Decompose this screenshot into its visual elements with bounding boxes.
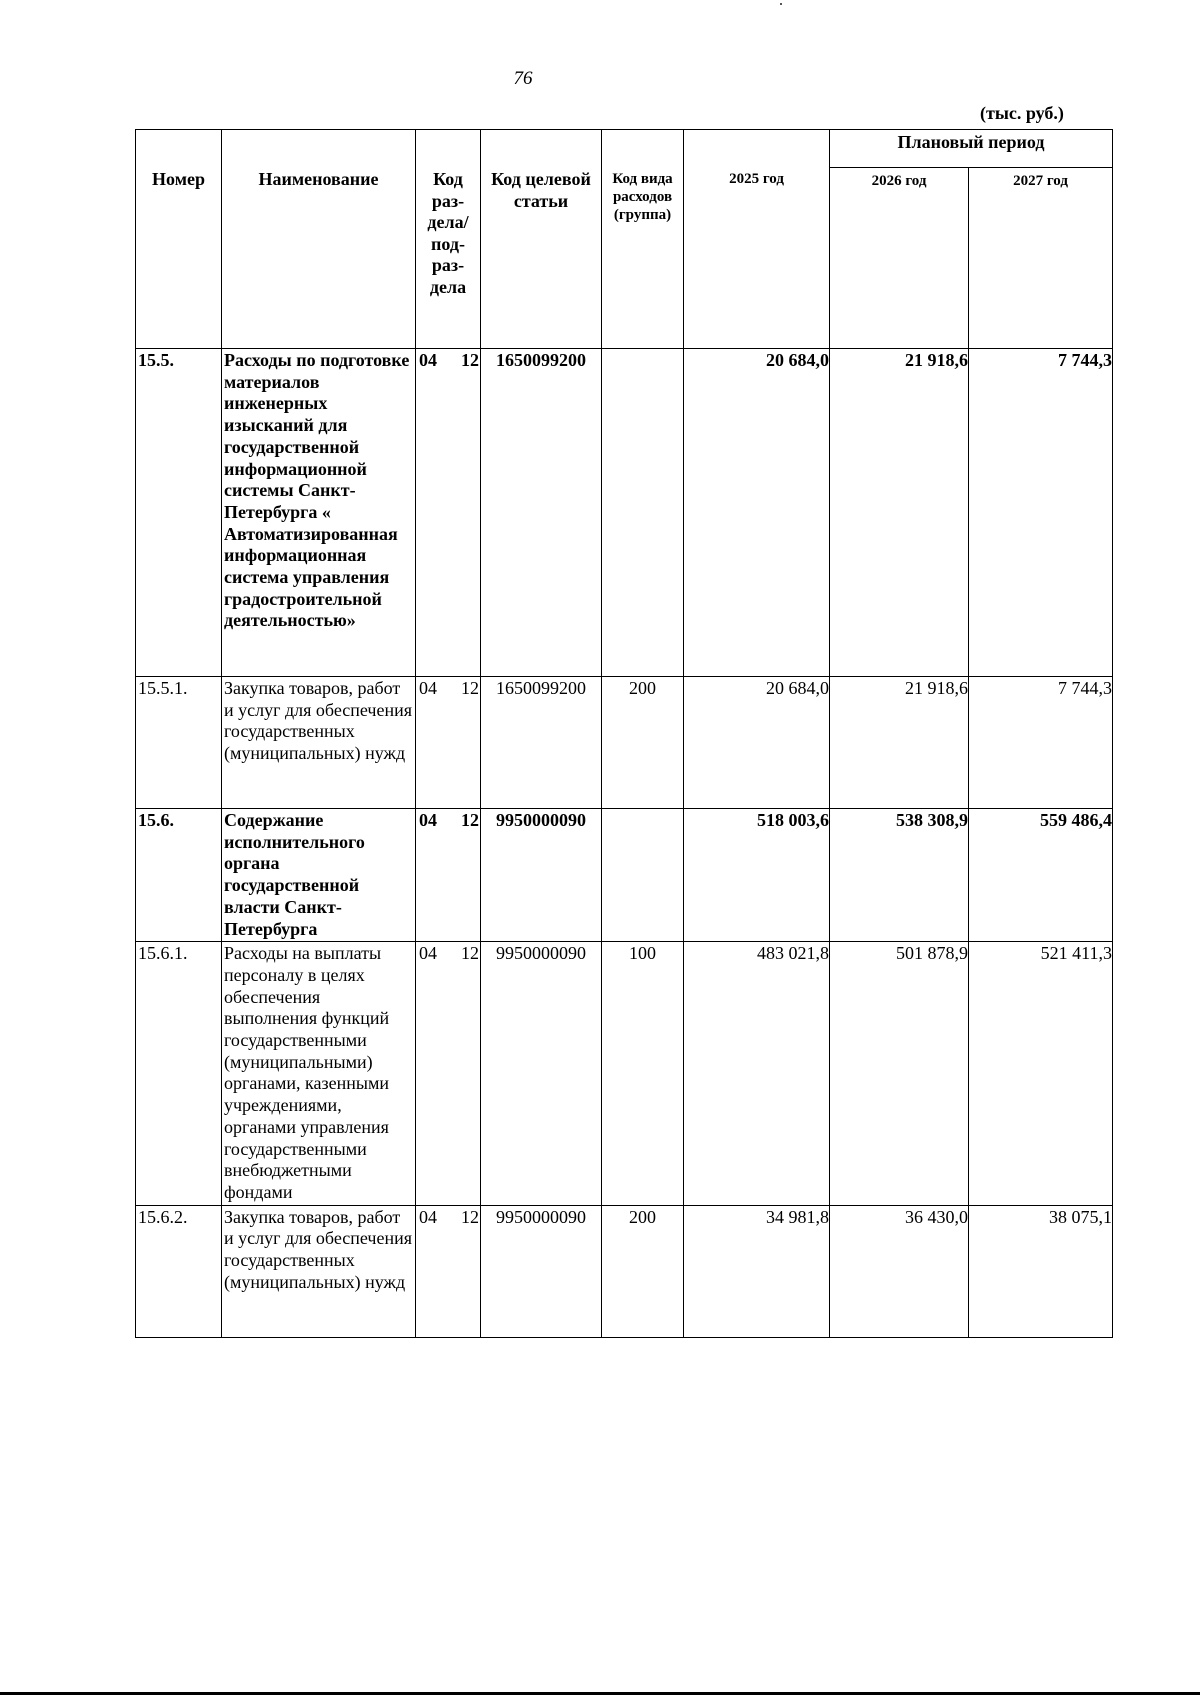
- row-expense-type: [602, 349, 684, 677]
- subsection-code: 12: [461, 943, 479, 964]
- row-expense-type: 100: [602, 942, 684, 1205]
- row-name: Содержание исполнительного органа государственной власти Санкт-Петербурга: [222, 809, 416, 942]
- row-target-code: 1650099200: [481, 677, 602, 809]
- row-expense-type: [602, 809, 684, 942]
- row-2025: 34 981,8: [684, 1205, 830, 1337]
- row-2026: 538 308,9: [830, 809, 969, 942]
- subsection-code: 12: [461, 1206, 479, 1227]
- units-label: (тыс. руб.): [980, 103, 1064, 123]
- table-row: [136, 1205, 1113, 1337]
- row-2026: 36 430,0: [830, 1205, 969, 1337]
- subsection-code: 12: [461, 350, 479, 370]
- header-planning-period: Плановый период: [830, 130, 1113, 168]
- row-section-code: [416, 809, 481, 942]
- row-2027: 559 486,4: [969, 809, 1113, 942]
- row-section-code: [416, 1205, 481, 1337]
- subsection-code: 12: [461, 810, 479, 830]
- row-2027: 7 744,3: [969, 349, 1113, 677]
- row-2026: 21 918,6: [830, 677, 969, 809]
- row-2025: 20 684,0: [684, 677, 830, 809]
- row-target-code: 9950000090: [481, 809, 602, 942]
- row-2027: 7 744,3: [969, 677, 1113, 809]
- table-row: [136, 677, 1113, 809]
- header-2025: 2025 год: [684, 130, 830, 349]
- row-2026: 21 918,6: [830, 349, 969, 677]
- section-code: 04: [419, 350, 437, 370]
- row-2026: 501 878,9: [830, 942, 969, 1205]
- header-number: Номер: [136, 130, 222, 349]
- header-section-code-text: Код раз-дела/ под-раз-дела: [427, 169, 469, 297]
- subsection-code: 12: [461, 678, 479, 698]
- row-2027: 38 075,1: [969, 1205, 1113, 1337]
- section-code: 04: [419, 943, 437, 964]
- table-row: [136, 349, 1113, 677]
- scan-speck: [780, 3, 782, 5]
- header-target-code: Код целевой статьи: [481, 130, 602, 349]
- row-section-code: [416, 677, 481, 809]
- row-2025: 20 684,0: [684, 349, 830, 677]
- row-number: 15.5.: [136, 349, 222, 677]
- header-2027: 2027 год: [969, 168, 1113, 349]
- section-code: 04: [419, 678, 437, 698]
- row-target-code: 1650099200: [481, 349, 602, 677]
- row-2027: 521 411,3: [969, 942, 1113, 1205]
- row-2025: 518 003,6: [684, 809, 830, 942]
- row-target-code: 9950000090: [481, 942, 602, 1205]
- header-expense-type: Код вида расходов (группа): [602, 130, 684, 349]
- table-row: [136, 809, 1113, 942]
- header-name: Наименование: [222, 130, 416, 349]
- header-section-code: [416, 130, 481, 349]
- header-2026: 2026 год: [830, 168, 969, 349]
- section-code: 04: [419, 1206, 437, 1227]
- table-row: [136, 942, 1113, 1205]
- row-number: 15.6.1.: [136, 942, 222, 1205]
- row-target-code: 9950000090: [481, 1205, 602, 1337]
- row-name: Закупка товаров, работ и услуг для обеспечения государственных (муниципальных) нужд: [222, 1205, 416, 1337]
- row-name: Расходы на выплаты персоналу в целях обеспечения выполнения функций государственными (муниципальными) органами, казенными учреждениями, органами управления государственными внебюджетными фондами: [222, 942, 416, 1205]
- section-code: 04: [419, 810, 437, 830]
- page-number: 76: [513, 68, 533, 89]
- row-name: Расходы по подготовке материалов инженерных изысканий для государственной информационной системы Санкт-Петербурга « Автоматизированная информационная система управления градостроительной деятельностью»: [222, 349, 416, 677]
- budget-table: [135, 129, 1113, 1338]
- row-2025: 483 021,8: [684, 942, 830, 1205]
- row-number: 15.5.1.: [136, 677, 222, 809]
- row-section-code: [416, 942, 481, 1205]
- row-expense-type: 200: [602, 1205, 684, 1337]
- row-name: Закупка товаров, работ и услуг для обеспечения государственных (муниципальных) нужд: [222, 677, 416, 809]
- row-number: 15.6.2.: [136, 1205, 222, 1337]
- row-expense-type: 200: [602, 677, 684, 809]
- row-number: 15.6.: [136, 809, 222, 942]
- row-section-code: [416, 349, 481, 677]
